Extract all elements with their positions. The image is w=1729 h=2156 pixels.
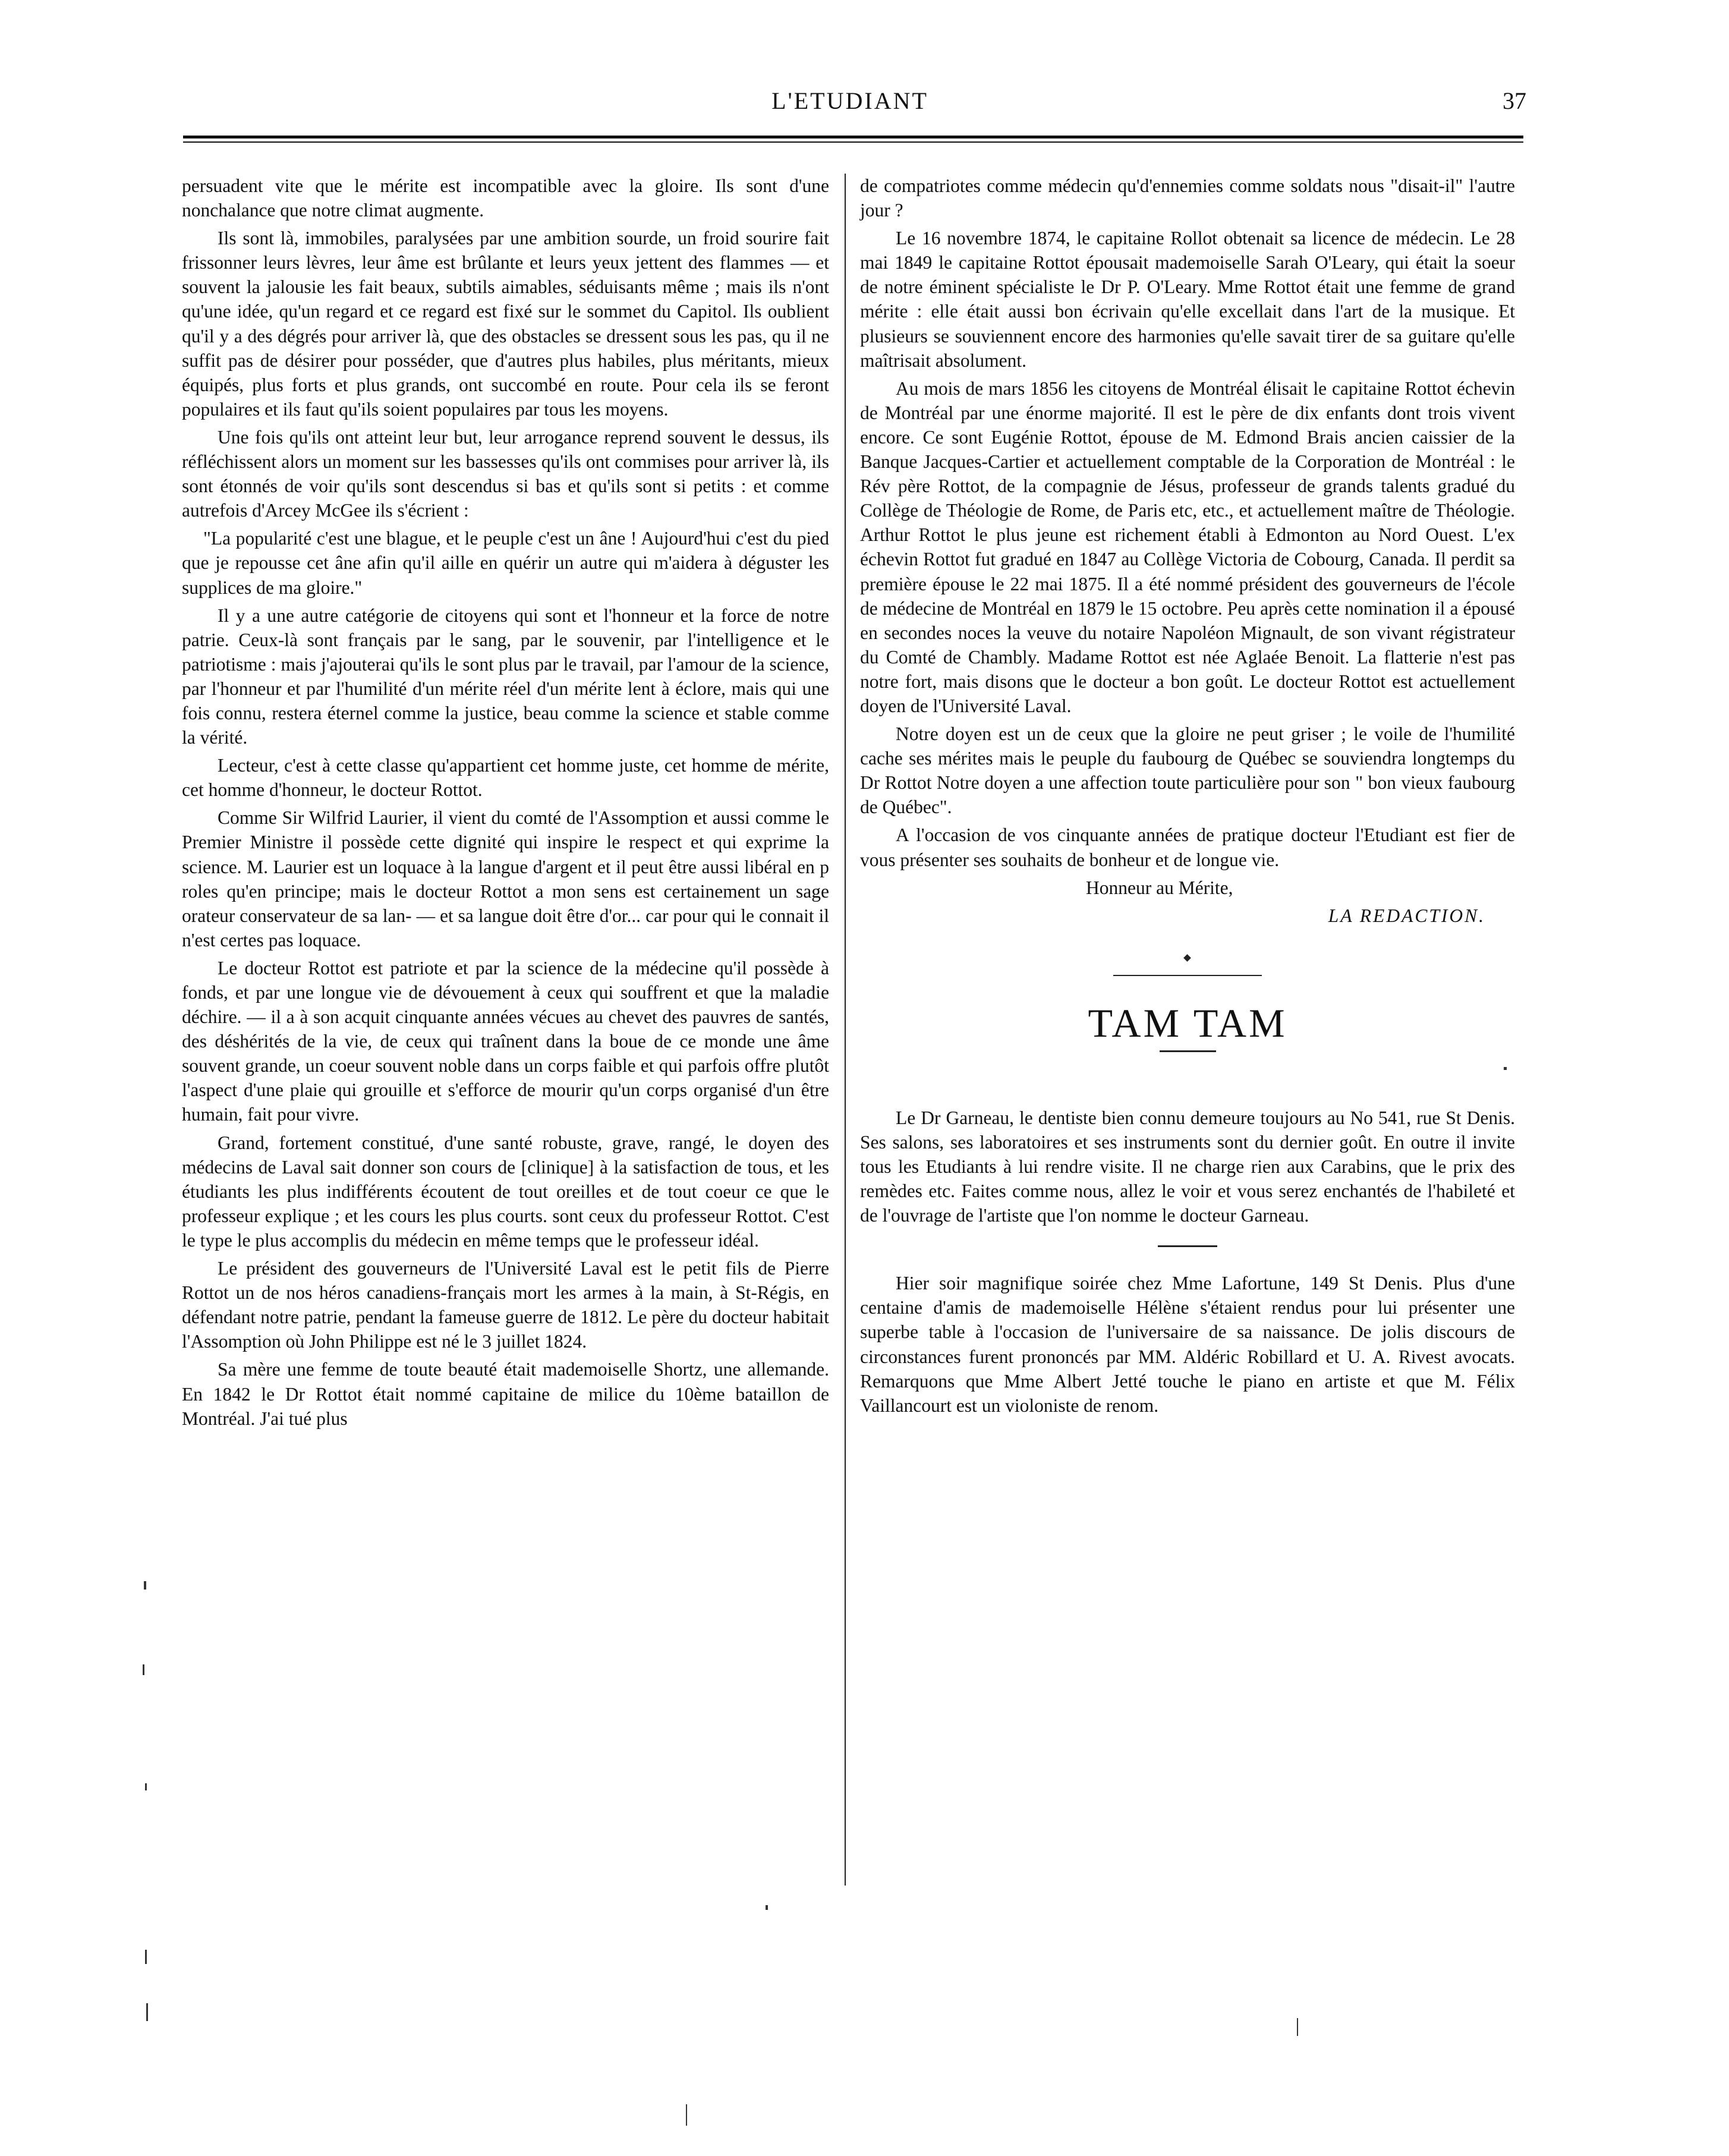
running-head	[178, 82, 1526, 124]
masthead-title: L'ETUDIANT	[771, 87, 928, 114]
paragraph: Lecteur, c'est à cette classe qu'appartient cet homme juste, cet homme de mérite, cet homme d'honneur, le docteur Rottot.	[182, 755, 829, 801]
column-divider	[845, 174, 846, 1886]
paragraph: de compatriotes comme médecin qu'd'ennemies comme soldats nous "disait-il" l'autre jour ?	[860, 175, 1515, 221]
speck	[143, 1664, 144, 1675]
speck	[145, 1950, 147, 1964]
paragraph: Comme Sir Wilfrid Laurier, il vient du comté de l'Assomption et aussi comme le Premier Ministre il possède cette dignité qui inspire le respect et qui exprime la science. M. Laurier est un loquace à la langue d'argent et il peut être aussi libéral en p roles qu'en principe; mais le docteur Rottot a mon sens est certainement un sage orateur conservateur de sa lan- — et sa langue doit être d'or... car pour qui le connait il n'est certes pas loquace.	[182, 807, 829, 950]
signoff-signature: LA REDACTION.	[1328, 905, 1485, 926]
ornament-line	[1113, 975, 1262, 976]
speck	[1504, 1067, 1507, 1070]
paragraph: A l'occasion de vos cinquante années de pratique docteur l'Etudiant est fier de vous présenter ses souhaits de bonheur et de longue vie.	[860, 824, 1515, 870]
header-rule-thin	[183, 141, 1523, 143]
paragraph: Notre doyen est un de ceux que la gloire ne peut griser ; le voile de l'humilité cache ses mérites mais le peuple du faubourg de Québec se souviendra longtemps du Dr Rottot Notre doyen a une affection toute particulière pour son " bon vieux faubourg de Québec".	[860, 723, 1515, 818]
page-number: 37	[1503, 87, 1526, 114]
paragraph: Le Dr Garneau, le dentiste bien connu demeure toujours au No 541, rue St Denis. Ses salons, ses laboratoires et ses instruments sont du dernier goût. En outre il invite tous les Etudiants à lui rendre visite. Il ne charge rien aux Carabins, que le prix des remèdes etc. Faites comme nous, allez le voir et vous serez enchantés de l'habileté et de l'ouvrage de l'artiste que l'on nomme le docteur Garneau.	[860, 1107, 1515, 1226]
paragraph: Le président des gouverneurs de l'Université Laval est le petit fils de Pierre Rottot un de nos héros canadiens-français mort les armes à la main, à St-Régis, en défendant notre patrie, pendant la fameuse guerre de 1812. Le père du docteur habitait l'Assomption où John Philippe est né le 3 juillet 1824.	[182, 1258, 829, 1352]
speck	[686, 2104, 687, 2126]
right-column	[860, 174, 1515, 1421]
paragraph: Sa mère une femme de toute beauté était mademoiselle Shortz, une allemande. En 1842 le Dr Rottot était nommé capitaine de milice du 10ème bataillon de Montréal. J'ai tué plus	[182, 1359, 829, 1429]
paragraph: Grand, fortement constitué, d'une santé robuste, grave, rangé, le doyen des médecins de Laval sait donner son cours de [clinique] à la satisfaction de tous, et les étudiants les plus indifférents écoutent de tout oreilles et de tout coeur ce que le professeur explique ; et les cours les plus courts. sont ceux du professeur Rottot. C'est le type le plus accomplis du médecin en même temps que le professeur idéal.	[182, 1132, 829, 1251]
paragraph: Une fois qu'ils ont atteint leur but, leur arrogance reprend souvent le dessus, ils réfléchissent alors un moment sur les bassesses qu'ils ont commises pour arriver là, ils sont étonnés de voir qu'ils sont descendus si bas et qu'ils sont si petits : et comme autrefois d'Arcey McGee ils s'écrient :	[182, 426, 829, 521]
paragraph: Il y a une autre catégorie de citoyens qui sont et l'honneur et la force de notre patrie. Ceux-là sont français par le sang, par le souvenir, par l'intelligence et le patriotisme : mais j'ajouterai qu'ils le sont plus par le travail, par l'amour de la science, par l'honneur et par l'humilité d'un mérite réel d'un mérite lent à éclore, mais qui une fois connu, restera éternel comme la justice, beau comme la science et stable comme la vérité.	[182, 605, 829, 748]
paragraph: Le 16 novembre 1874, le capitaine Rollot obtenait sa licence de médecin. Le 28 mai 1849 le capitaine Rottot épousait mademoiselle Sarah O'Leary, qui était la soeur de notre éminent spécialiste le Dr P. O'Leary. Mme Rottot était une femme de grand mérite : elle était aussi bon écrivain qu'elle excellait dans l'art de la musique. Et plusieurs se souviennent encore des harmonies qu'elle savait tirer de sa guitare qu'elle maîtrisait absolument.	[860, 228, 1515, 371]
speck	[1297, 2018, 1298, 2036]
signoff-greeting: Honneur au Mérite,	[1086, 877, 1233, 898]
heading-rule	[1160, 1050, 1216, 1052]
paragraph: Au mois de mars 1856 les citoyens de Montréal élisait le capitaine Rottot échevin de Montréal par une énorme majorité. Il est le père de dix enfants dont trois vivent encore. Ce sont Eugénie Rottot, épouse de M. Edmond Brais ancien caissier de la Banque Jacques-Cartier et actuellement comptable de la Corporation de Montréal : le Rév père Rottot, de la compagnie de Jésus, professeur de grands talents gradué du Collège de Théologie de Rome, de Paris etc, etc., et actuellement maître de Théologie. Arthur Rottot le plus jeune est richement établi à Edmonton au Nord Ouest. L'ex échevin Rottot fut gradué en 1847 au Collège Victoria de Cobourg, Canada. Il perdit sa première épouse le 22 mai 1875. Il a été nommé président des gouverneurs de l'école de médecine de Montréal en 1879 le 15 octobre. Peu après cette nomination il a épousé en secondes noces la veuve du notaire Napoléon Mignault, de son vivant régistrateur du Comté de Chambly. Madame Rottot est née Aglaée Benoit. La flatterie n'est pas notre fort, mais disons que le docteur a bon goût. Le docteur Rottot est actuellement doyen de l'Université Laval.	[860, 377, 1515, 716]
speck	[145, 1783, 147, 1790]
paragraph: Ils sont là, immobiles, paralysées par une ambition sourde, un froid sourire fait frissonner leurs lèvres, leur âme est brûlante et leurs yeux jettent des flammes — et souvent la jalousie les fait beaux, subtils aimables, séduisants même ; mais ils n'ont qu'une idée, qu'un regard et ce regard est fixé sur le sommet du Capitol. Ils oublient qu'il y a des dégrés pour arriver là, que des obstacles se dressent sous les pas, qu il ne suffit pas de désirer pour posséder, que d'autres plus habiles, plus méritants, mieux équipés, plus forts et plus grands, ont succombé en route. Pour cela ils se feront populaires et ils faut qu'ils soient populaires par tous les moyens.	[182, 228, 829, 420]
speck	[146, 2003, 148, 2021]
header-rule-thick	[183, 136, 1523, 139]
speck	[144, 1581, 146, 1590]
paragraph: Le docteur Rottot est patriote et par la science de la médecine qu'il possède à fonds, et par une longue vie de dévouement à ceux qui souffrent et que la maladie déchire. — il a à son acquit cinquante années vécues au chevet des pauvres de santés, des déshérités de la vie, de ceux qui traînent dans la boue de ce monde une âme souvent grande, un coeur souvent noble dans un corps faible et qui parfois offre plutôt l'aspect d'une plaie qui grouille et s'efforce de mourir qu'un corps organisé d'un être humain, fait pour vivre.	[182, 957, 829, 1125]
paragraph: Hier soir magnifique soirée chez Mme Lafortune, 149 St Denis. Plus d'une centaine d'amis de mademoiselle Hélène s'étaient rendus pour lui présenter une superbe table à l'occasion de l'universaire de sa naissance. De jolis discours de circonstances furent prononcés par MM. Aldéric Robillard et U. A. Rivest avocats. Remarquons que Mme Albert Jetté touche le piano en artiste et que M. Félix Vaillancourt est un violoniste de renom.	[860, 1273, 1515, 1416]
ornament-diamond	[1183, 954, 1191, 962]
section-heading: TAM TAM	[1088, 1000, 1287, 1046]
item-separator	[1158, 1245, 1217, 1247]
quotation: "La popularité c'est une blague, et le peuple c'est un âne ! Aujourd'hui c'est du pied que je repousse cet âne afin qu'il aille en quérir un autre qui m'aidera à déguster les supplices de ma gloire."	[182, 528, 829, 598]
speck	[766, 1905, 768, 1910]
paragraph: persuadent vite que le mérite est incompatible avec la gloire. Ils sont d'une nonchalance que notre climat augmente.	[182, 175, 829, 221]
left-column	[182, 174, 829, 1434]
section-ornament	[860, 952, 1515, 964]
